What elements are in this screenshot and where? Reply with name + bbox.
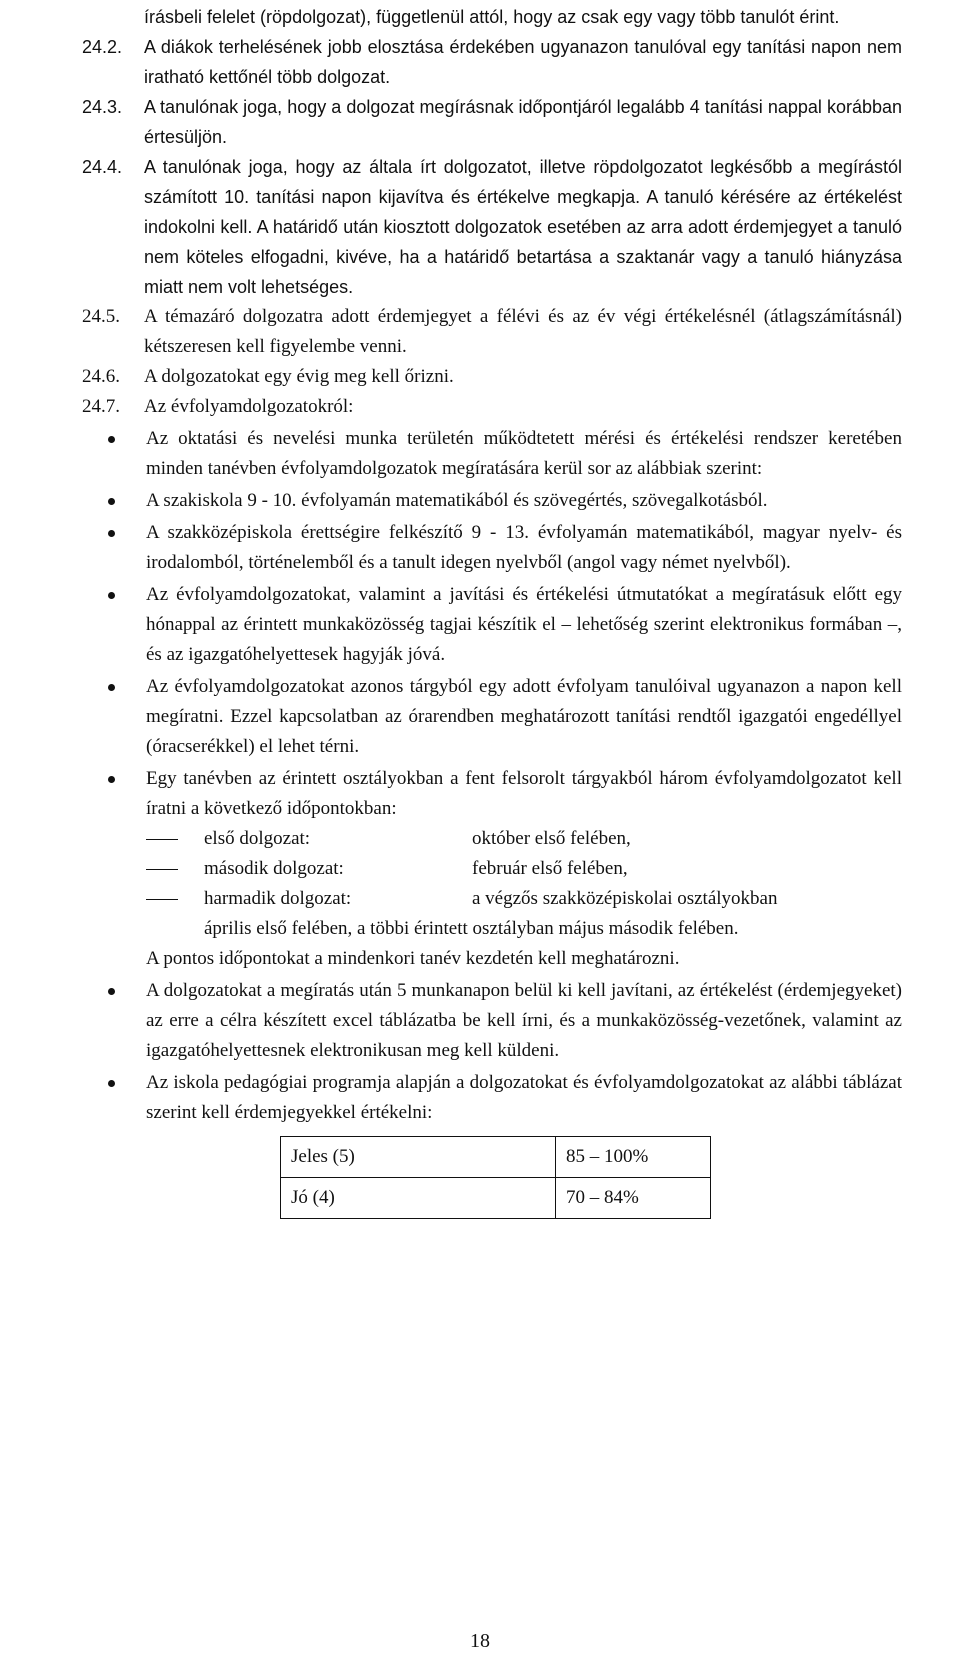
schedule-row — [146, 884, 902, 914]
list-item — [82, 764, 902, 974]
table-row — [281, 1178, 711, 1219]
list-item — [82, 486, 902, 516]
section-text: A tanulónak joga, hogy a dolgozat megírásnak időpontjáról legalább 4 tanítási nappal korábban értesüljön. — [144, 97, 902, 147]
section-24-3 — [82, 92, 902, 152]
list-item-text: Az iskola pedagógiai programja alapján a dolgozatokat és évfolyamdolgozatokat az alábbi táblázat szerint kell érdemjegyekkel értékelni: — [146, 1072, 902, 1123]
schedule-value: október első felében, — [472, 828, 631, 849]
section-text: A témazáró dolgozatra adott érdemjegyet a félévi és az év végi értékelésnél (átlagszámításnál) kétszeresen kell figyelembe venni. — [144, 306, 902, 357]
table-row — [281, 1137, 711, 1178]
schedule-value: a végzős szakközépiskolai osztályokban — [472, 888, 778, 909]
section-24-6 — [82, 362, 902, 392]
grades-table — [280, 1136, 711, 1219]
list-item-text: Az évfolyamdolgozatokat, valamint a javítási és értékelési útmutatókat a megíratásuk előtt egy hónappal az érintett munkaközösség tagjai készítik el – lehetőség szerint elektronikus formában –, és az igazgatóhelyettesek hagyják jóvá. — [146, 584, 902, 665]
table-cell-range: 85 – 100% — [556, 1137, 711, 1178]
section-number: 24.4. — [82, 157, 123, 177]
list-item — [82, 424, 902, 484]
paragraph-continuation: írásbeli felelet (röpdolgozat), függetlenül attól, hogy az csak egy vagy több tanulót érint. — [144, 7, 840, 27]
section-number: 24.5. — [82, 306, 120, 327]
schedule-row — [146, 854, 902, 884]
document-page — [82, 2, 902, 1219]
list-item — [82, 518, 902, 578]
bullet-icon — [108, 530, 115, 537]
section-24-5 — [82, 302, 902, 362]
table-cell-grade: Jeles (5) — [281, 1137, 556, 1178]
bullet-icon — [108, 776, 115, 783]
section-24-2 — [82, 32, 902, 92]
table-cell-grade: Jó (4) — [281, 1178, 556, 1219]
list-item — [82, 672, 902, 762]
schedule-label: első dolgozat: — [204, 828, 311, 849]
bullet-icon — [108, 1080, 115, 1087]
list-item — [82, 1068, 902, 1128]
dash-icon — [146, 824, 178, 854]
bullet-icon — [108, 684, 115, 691]
section-24-7 — [82, 392, 902, 422]
schedule-label: harmadik dolgozat: — [204, 888, 352, 909]
section-text: A tanulónak joga, hogy az általa írt dolgozatot, illetve röpdolgozatot legkésőbb a megírástól számított 10. tanítási napon kijavítva és értékelve megkapja. A tanuló kérésére az értékelést indokolni kell. A határidő után kiosztott dolgozatok esetében az arra adott érdemjegyet a tanuló nem köteles elfogadni, kivéve, ha a határidő betartása a szaktanár vagy a tanuló hiányzása miatt nem volt lehetséges. — [144, 157, 902, 297]
section-text: A diákok terhelésének jobb elosztása érdekében ugyanazon tanulóval egy tanítási napon nem iratható kettőnél több dolgozat. — [144, 37, 902, 87]
list-item-text: A szakiskola 9 - 10. évfolyamán matematikából és szövegértés, szövegalkotásból. — [146, 490, 768, 511]
section-number: 24.2. — [82, 37, 123, 57]
section-text: A dolgozatokat egy évig meg kell őrizni. — [144, 366, 454, 387]
bullet-icon — [108, 436, 115, 443]
section-text: Az évfolyamdolgozatokról: — [144, 396, 354, 417]
section-number: 24.3. — [82, 97, 123, 117]
list-item-note: A pontos időpontokat a mindenkori tanév kezdetén kell meghatározni. — [146, 948, 680, 969]
list-item — [82, 580, 902, 670]
list-item-text: Egy tanévben az érintett osztályokban a fent felsorolt tárgyakból három évfolyamdolgozatot kell íratni a következő időpontokban: — [146, 768, 902, 819]
schedule-value: február első felében, — [472, 858, 628, 879]
bullet-icon — [108, 592, 115, 599]
bullet-icon — [108, 498, 115, 505]
dash-icon — [146, 854, 178, 884]
schedule-list — [146, 824, 902, 944]
list-item-text: A szakközépiskola érettségire felkészítő 9 - 13. évfolyamán matematikából, magyar nyelv- és irodalomból, történelemből és a tanult idegen nyelvből (angol vagy német nyelvből). — [146, 522, 902, 573]
table-cell-range: 70 – 84% — [556, 1178, 711, 1219]
section-number: 24.7. — [82, 396, 120, 417]
schedule-row — [146, 824, 902, 854]
list-item-text: Az oktatási és nevelési munka területén működtetett mérési és értékelési rendszer keretében minden tanévben évfolyamdolgozatok megíratására kerül sor az alábbiak szerint: — [146, 428, 902, 479]
list-item-text: Az évfolyamdolgozatokat azonos tárgyból egy adott évfolyam tanulóival ugyanazon a napon kell megíratni. Ezzel kapcsolatban az órarendben meghatározott tanítási rendtől igazgatói engedéllyel (óracserékkel) el lehet térni. — [146, 676, 902, 757]
schedule-value-continuation: április első felében, a többi érintett osztályban május második felében. — [204, 918, 739, 939]
section-number: 24.6. — [82, 366, 120, 387]
schedule-label: második dolgozat: — [204, 858, 344, 879]
page-number: 18 — [470, 1630, 490, 1652]
bullet-list — [82, 424, 902, 1128]
dash-icon — [146, 884, 178, 914]
section-24-4 — [82, 152, 902, 302]
list-item-text: A dolgozatokat a megíratás után 5 munkanapon belül ki kell javítani, az értékelést (érdemjegyeket) az erre a célra készített excel táblázatba be kell írni, és a munkaközösség-vezetőnek, valamint az igazgatóhelyettesnek elektronikusan meg kell küldeni. — [146, 980, 902, 1061]
list-item — [82, 976, 902, 1066]
bullet-icon — [108, 988, 115, 995]
